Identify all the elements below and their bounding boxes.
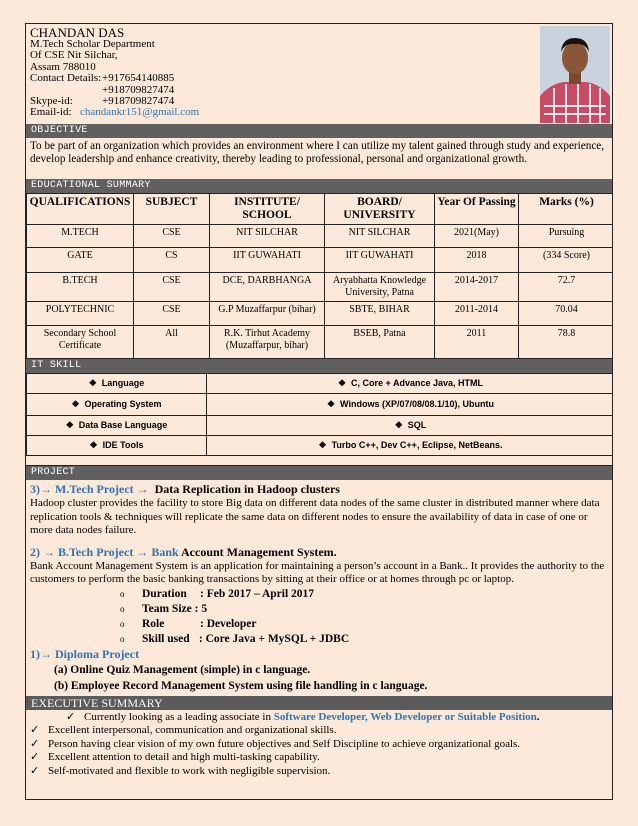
education-table xyxy=(26,193,613,359)
table-cell: GATE xyxy=(27,248,134,273)
table-cell: 2011 xyxy=(435,326,519,359)
table-cell: 2018 xyxy=(435,248,519,273)
table-cell: Secondary School Certificate xyxy=(27,326,134,359)
skill-category: ❖ Language xyxy=(27,374,207,394)
table-cell: M.TECH xyxy=(27,225,134,248)
table-row xyxy=(27,225,614,248)
table-cell: BSEB, Patna xyxy=(325,326,435,359)
skype-label: Skype-id: xyxy=(30,95,73,108)
skype-id: +918709827474 xyxy=(102,95,175,108)
skill-value: ❖ Turbo C++, Dev C++, Eclipse, NetBeans. xyxy=(207,436,614,456)
table-row xyxy=(27,302,614,326)
table-cell: CSE xyxy=(134,273,210,302)
table-cell: NIT SILCHAR xyxy=(325,225,435,248)
check-icon: ✓ xyxy=(66,710,76,723)
diamond-bullet-icon: ❖ xyxy=(71,399,80,409)
table-cell: 78.8 xyxy=(519,326,614,359)
list-item: ✓ Self-motivated and flexible to work with negligible supervision. xyxy=(30,764,331,777)
contact-row xyxy=(30,73,608,84)
summary-heading: EXECUTIVE SUMMARY xyxy=(26,696,612,710)
profile-photo-image xyxy=(540,26,610,123)
table-cell: IIT GUWAHATI xyxy=(325,248,435,273)
email-row xyxy=(30,107,608,118)
skill-category: ❖ IDE Tools xyxy=(27,436,207,456)
address-line-1: M.Tech Scholar Department xyxy=(30,38,155,50)
diamond-bullet-icon: ❖ xyxy=(88,378,97,388)
project-section xyxy=(26,480,612,696)
phone-1: +917654140885 xyxy=(102,72,175,85)
table-row xyxy=(27,394,614,416)
list-item: ✓ Excellent interpersonal, communication and organizational skills. xyxy=(30,724,337,737)
col-subject: SUBJECT xyxy=(134,194,210,225)
education-heading: EDUCATIONAL SUMMARY xyxy=(26,179,612,193)
contact-header xyxy=(26,24,612,124)
candidate-name: CHANDAN DAS xyxy=(30,25,125,40)
table-row xyxy=(27,374,614,394)
list-item: ✓ Currently looking as a leading associate in Software Developer, Web Developer or Suitable Position. xyxy=(66,710,540,723)
diamond-bullet-icon: ❖ xyxy=(89,440,98,450)
btech-project-desc: Bank Account Management System is an application for maintaining a person’s account in a Bank.. It provides the authority to the customers to perform the basic banking transactions by sitting at their office or at homes through pc or laptop. xyxy=(30,559,605,586)
check-icon: ✓ xyxy=(30,737,40,750)
col-year: Year Of Passing xyxy=(435,194,519,225)
diploma-item-a: (a) Online Quiz Management (simple) in c language. xyxy=(54,663,311,676)
contact-label: Contact Details: xyxy=(30,72,102,85)
mtech-project-desc: Hadoop cluster provides the facility to store Big data on different data nodes of the same cluster in distributed manner where data replication tools & techniques will replicate the same data on different nodes to ensure the availability of data in case of one or more data nodes failure. xyxy=(30,497,600,537)
address-line-2: Of CSE Nit Silchar, xyxy=(30,49,118,62)
table-cell: R.K. Tirhut Academy (Muzaffarpur, bihar) xyxy=(210,326,325,359)
table-cell: SBTE, BIHAR xyxy=(325,302,435,326)
table-cell: NIT SILCHAR xyxy=(210,225,325,248)
table-cell: B.TECH xyxy=(27,273,134,302)
table-cell: CS xyxy=(134,248,210,273)
skill-value: ❖ C, Core + Advance Java, HTML xyxy=(207,374,614,394)
table-row xyxy=(27,436,614,456)
project-heading: PROJECT xyxy=(26,466,612,480)
resume-page xyxy=(25,23,613,800)
list-item: o Team Size : 5 xyxy=(120,602,208,615)
diamond-bullet-icon: ❖ xyxy=(318,440,327,450)
table-cell: 2014-2017 xyxy=(435,273,519,302)
skill-value: ❖ Windows (XP/07/08/08.1/10), Ubuntu xyxy=(207,394,614,416)
check-icon: ✓ xyxy=(30,751,40,764)
objective-text: To be part of an organization which provides an environment where I can utilize my talent gained through study and experience, develop leadership and enhance creativity, thereby leading to professional, personal and organizational growth. xyxy=(30,140,605,166)
check-icon: ✓ xyxy=(30,724,40,737)
check-icon: ✓ xyxy=(30,764,40,777)
skill-value: ❖ SQL xyxy=(207,416,614,436)
list-item: ✓ Person having clear vision of my own future objectives and Self Discipline to achieve organizational goals. xyxy=(30,737,521,750)
objective-heading: OBJECTIVE xyxy=(26,124,612,138)
table-cell: Aryabhatta Knowledge University, Patna xyxy=(325,273,435,302)
table-cell: DCE, DARBHANGA xyxy=(210,273,325,302)
diamond-bullet-icon: ❖ xyxy=(65,420,74,430)
list-item: ✓ Excellent attention to detail and high multi-tasking capability. xyxy=(30,751,320,764)
table-cell: Pursuing xyxy=(519,225,614,248)
list-item: o Duration : Feb 2017 – April 2017 xyxy=(120,587,315,600)
table-row xyxy=(27,248,614,273)
mtech-project-title: 3)→ M.Tech Project → Data Replication in Hadoop clusters xyxy=(30,482,340,496)
skill-category: ❖ Operating System xyxy=(27,394,207,416)
email-label: Email-id: xyxy=(30,106,72,119)
section-gap xyxy=(26,456,612,466)
skills-table xyxy=(26,373,613,456)
table-cell: (334 Score) xyxy=(519,248,614,273)
project-details xyxy=(120,587,608,647)
col-marks: Marks (%) xyxy=(519,194,614,225)
table-cell: 70.04 xyxy=(519,302,614,326)
table-cell: 2021(May) xyxy=(435,225,519,248)
education-header-row xyxy=(27,194,614,225)
table-cell: 72.7 xyxy=(519,273,614,302)
profile-photo xyxy=(540,26,610,123)
summary-section xyxy=(26,710,612,779)
skill-category: ❖ Data Base Language xyxy=(27,416,207,436)
table-cell: 2011-2014 xyxy=(435,302,519,326)
phone-2: +918709827474 xyxy=(102,83,175,96)
table-cell: POLYTECHNIC xyxy=(27,302,134,326)
btech-project-title: 2) → B.Tech Project → Bank Account Management System. xyxy=(30,544,337,559)
table-cell: CSE xyxy=(134,225,210,248)
table-cell: IIT GUWAHATI xyxy=(210,248,325,273)
table-cell: All xyxy=(134,326,210,359)
diploma-item-b: (b) Employee Record Management System using file handling in c language. xyxy=(54,679,428,692)
table-row xyxy=(27,326,614,359)
col-qualifications: QUALIFICATIONS xyxy=(27,194,134,225)
skills-heading: IT SKILL xyxy=(26,359,612,373)
address-line-3: Assam 788010 xyxy=(30,60,96,73)
diamond-bullet-icon: ❖ xyxy=(337,378,347,388)
table-row xyxy=(27,416,614,436)
email-link[interactable]: chandankr151@gmail.com xyxy=(80,106,200,119)
list-item: o Role : Developer xyxy=(120,617,257,630)
list-item: o Skill used : Core Java + MySQL + JDBC xyxy=(120,632,350,645)
table-cell: G.P Muzaffarpur (bihar) xyxy=(210,302,325,326)
table-cell: CSE xyxy=(134,302,210,326)
table-row xyxy=(27,273,614,302)
diamond-bullet-icon: ❖ xyxy=(326,399,336,409)
diamond-bullet-icon: ❖ xyxy=(394,420,403,430)
diploma-project-title: 1)→ Diploma Project xyxy=(30,646,140,661)
col-board: BOARD/ UNIVERSITY xyxy=(325,194,435,225)
col-institute: INSTITUTE/ SCHOOL xyxy=(210,194,325,225)
